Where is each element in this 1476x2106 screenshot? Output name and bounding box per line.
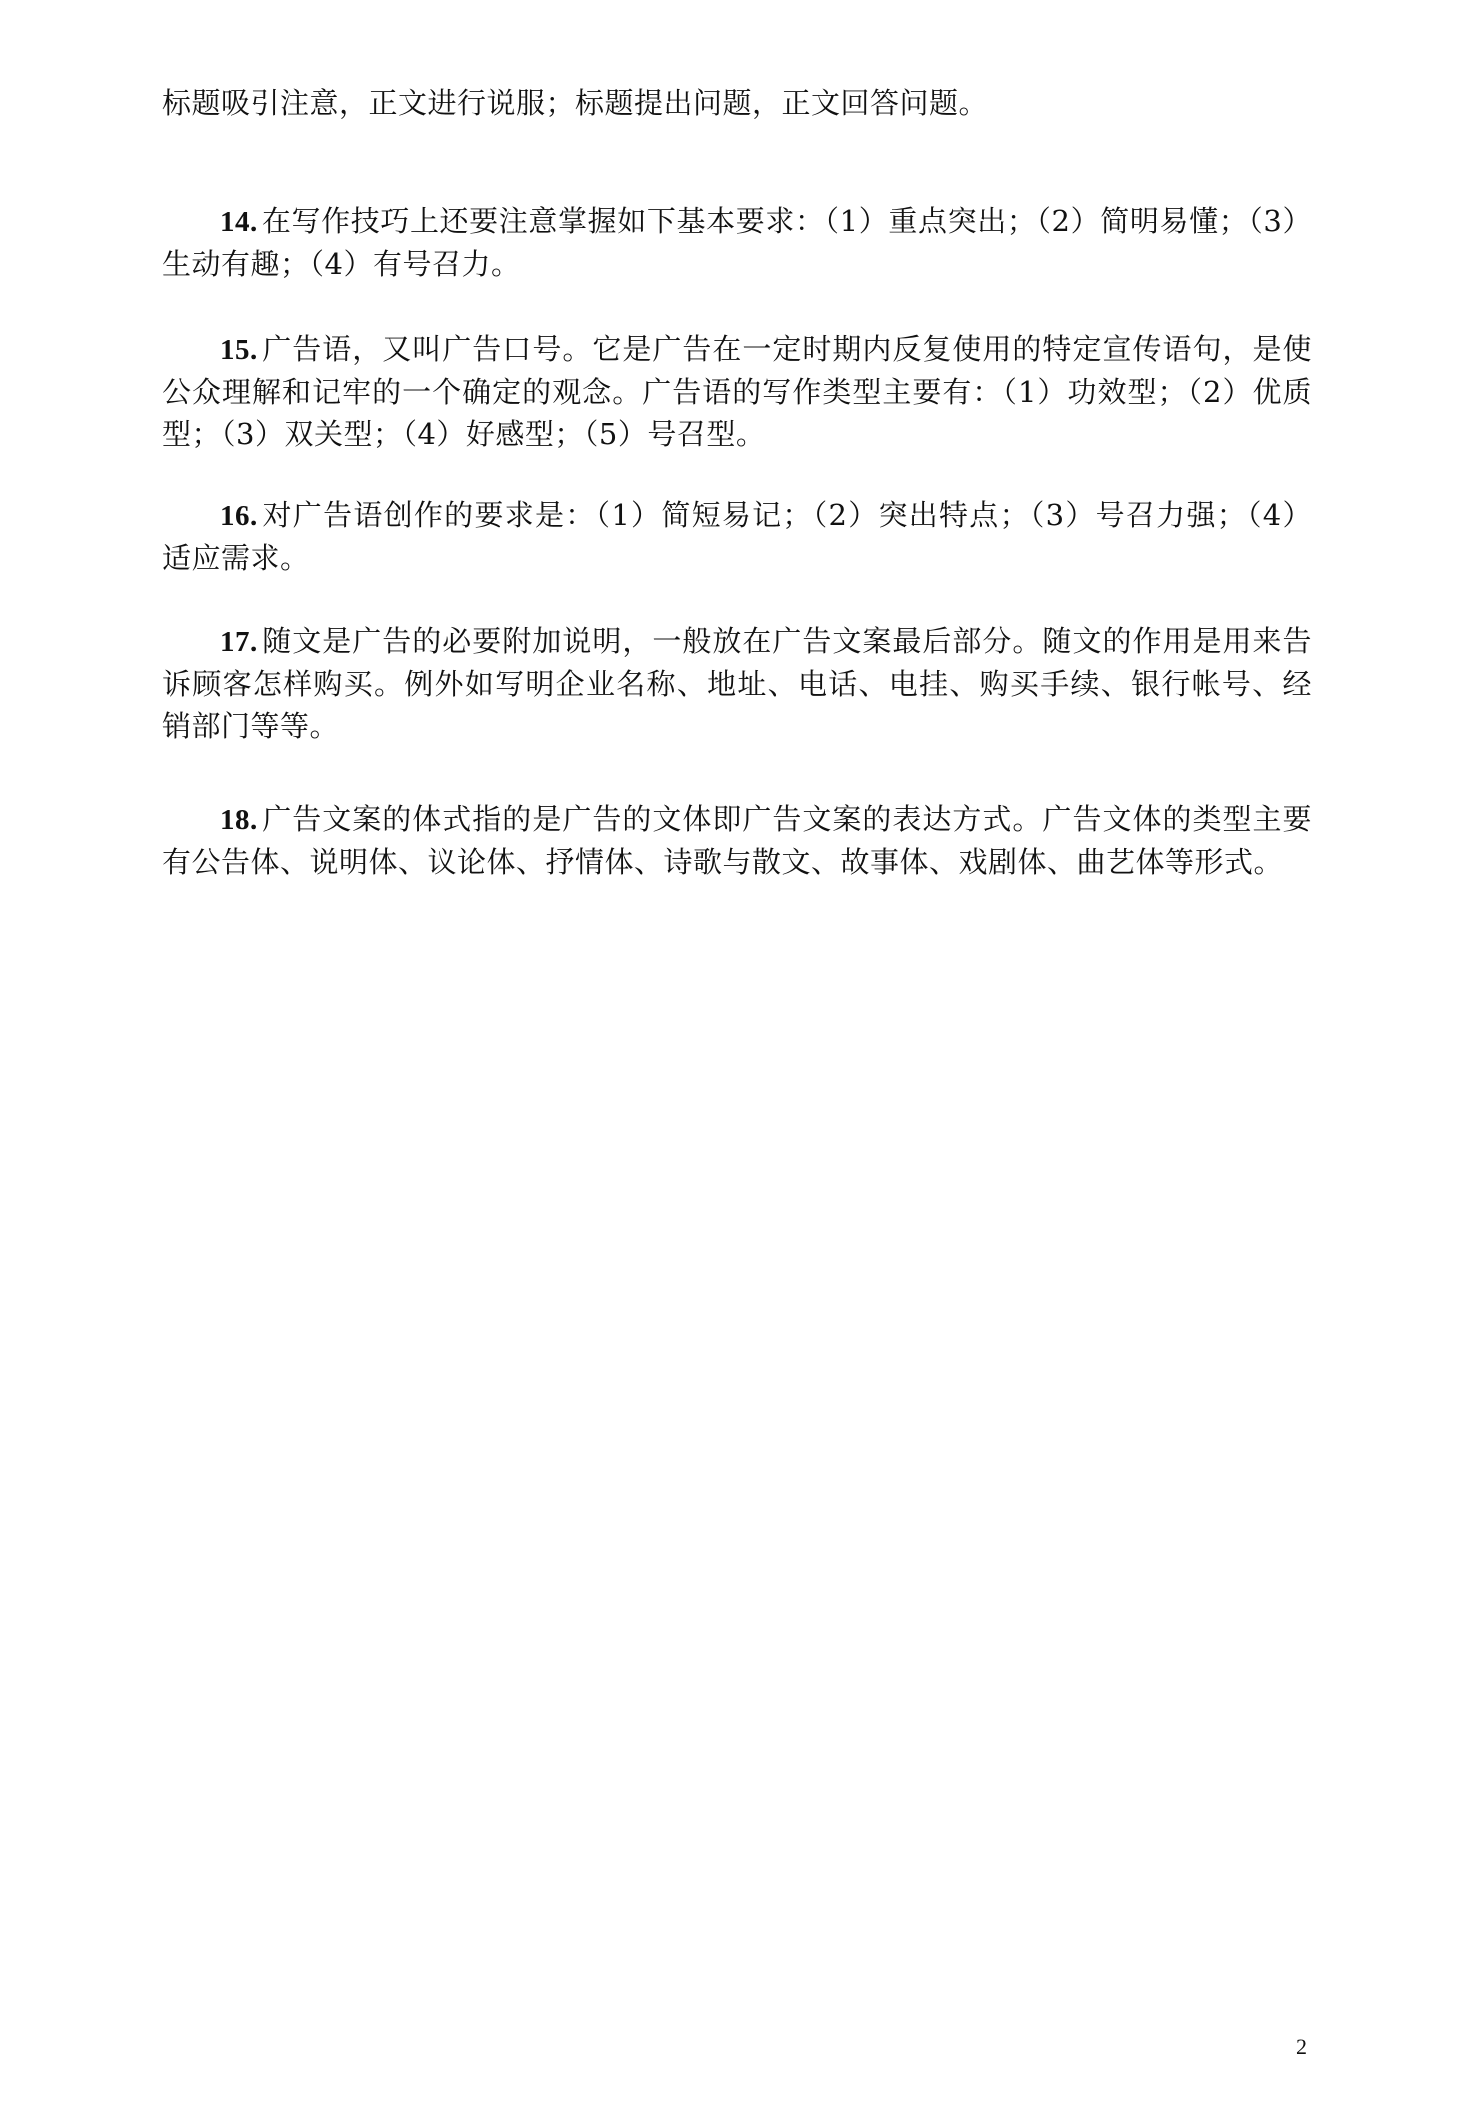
paragraph-18 (162, 798, 1312, 883)
paragraph-text: 广告语，又叫广告口号。它是广告在一定时期内反复使用的特定宣传语句，是使公众理解和记牢的一个确定的观念。广告语的写作类型主要有：（1）功效型；（2）优质型；（3）双关型；（4）好感型；（5）号召型。 (162, 332, 1312, 451)
paragraph-text: 在写作技巧上还要注意掌握如下基本要求：（1）重点突出；（2）简明易懂；（3）生动有趣；（4）有号召力。 (162, 204, 1312, 281)
page-number: 2 (1296, 2034, 1307, 2059)
paragraph-number: 14. (220, 206, 258, 238)
continuation-text: 标题吸引注意，正文进行说服；标题提出问题，正文回答问题。 (162, 86, 989, 120)
paragraph-text: 随文是广告的必要附加说明，一般放在广告文案最后部分。随文的作用是用来告诉顾客怎样购买。例外如写明企业名称、地址、电话、电挂、购买手续、银行帐号、经销部门等等。 (162, 624, 1312, 743)
paragraph-number: 15. (220, 334, 258, 366)
paragraph-text: 对广告语创作的要求是：（1）简短易记；（2）突出特点；（3）号召力强；（4）适应需求。 (162, 498, 1312, 575)
paragraph-number: 16. (220, 500, 258, 532)
paragraph-15 (162, 328, 1312, 455)
paragraph-number: 18. (220, 804, 258, 836)
paragraph-17 (162, 620, 1312, 747)
paragraph-text: 广告文案的体式指的是广告的文体即广告文案的表达方式。广告文体的类型主要有公告体、说明体、议论体、抒情体、诗歌与散文、故事体、戏剧体、曲艺体等形式。 (162, 802, 1312, 879)
paragraph-number: 17. (220, 626, 258, 658)
paragraph-14 (162, 200, 1312, 285)
paragraph-16 (162, 494, 1312, 579)
